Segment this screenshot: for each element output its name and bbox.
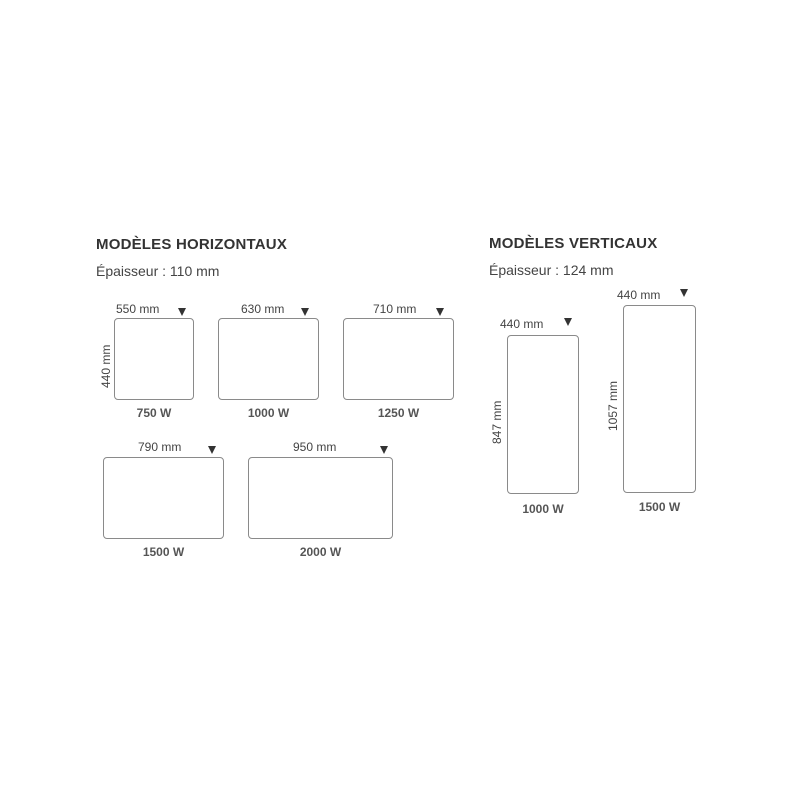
model-width-label: 440 mm: [617, 288, 661, 302]
model-power-label: 2000 W: [299, 545, 342, 559]
model-width-label: 630 mm: [241, 302, 285, 316]
model-height-label: 1057 mm: [606, 380, 620, 431]
model-power-label: 1250 W: [377, 406, 420, 420]
radiator-panel-1000w: [218, 318, 319, 400]
arrow-down-icon: [564, 318, 572, 326]
model-height-label: 847 mm: [490, 400, 504, 444]
model-width-label: 440 mm: [500, 317, 544, 331]
arrow-down-icon: [680, 289, 688, 297]
model-power-label: 1500 W: [142, 545, 185, 559]
model-power-label: 1000 W: [247, 406, 290, 420]
radiator-panel-vertical-1000w: [507, 335, 579, 494]
model-width-label: 710 mm: [373, 302, 417, 316]
model-width-label: 950 mm: [293, 440, 337, 454]
vertical-thickness: Épaisseur : 124 mm: [489, 262, 614, 278]
model-width-label: 790 mm: [138, 440, 182, 454]
arrow-down-icon: [178, 308, 186, 316]
radiator-panel-750w: [114, 318, 194, 400]
radiator-panel-1500w: [103, 457, 224, 539]
horizontal-title: MODÈLES HORIZONTAUX: [96, 236, 288, 253]
model-power-label: 750 W: [136, 406, 172, 420]
model-power-label: 1000 W: [522, 502, 564, 516]
horizontal-thickness: Épaisseur : 110 mm: [96, 263, 220, 279]
radiator-panel-vertical-1500w: [623, 305, 696, 493]
model-height-label: 440 mm: [99, 344, 113, 388]
arrow-down-icon: [436, 308, 444, 316]
vertical-title: MODÈLES VERTICAUX: [489, 235, 658, 252]
radiator-panel-1250w: [343, 318, 454, 400]
arrow-down-icon: [301, 308, 309, 316]
arrow-down-icon: [208, 446, 216, 454]
arrow-down-icon: [380, 446, 388, 454]
radiator-panel-2000w: [248, 457, 393, 539]
model-power-label: 1500 W: [638, 500, 681, 514]
model-width-label: 550 mm: [116, 302, 160, 316]
